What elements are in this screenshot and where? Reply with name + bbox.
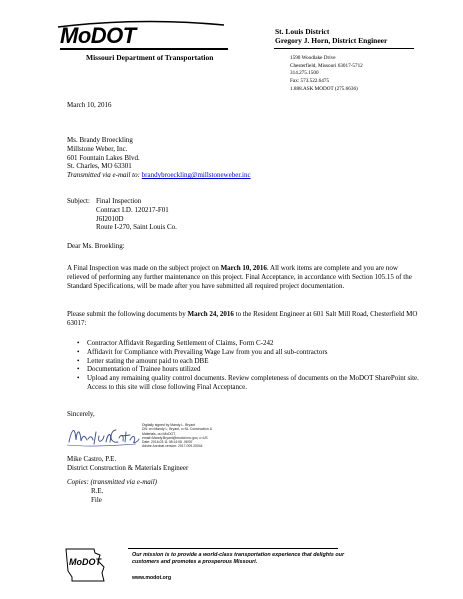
list-item: • Affidavit for Compliance with Prevailing Wage Law from you and all sub-contractors [77, 348, 419, 357]
transmitted-label: Transmitted via e-mail to: [67, 171, 140, 180]
recipient-line: St. Charles, MO 63301 [67, 162, 132, 171]
signer-block [67, 455, 188, 473]
district-divider [274, 48, 414, 49]
signer-title: District Construction & Materials Engineer [67, 463, 189, 472]
subject-label: Subject: [67, 197, 90, 205]
footer-divider [128, 548, 338, 549]
subject-lines [96, 197, 316, 232]
org-name: Missouri Department of Transportation [86, 53, 214, 62]
stamp-line: Date: 2016.03.11 08:14:08 -06'00' [142, 440, 193, 445]
recipient-email-link[interactable]: brandybroeckling@millstoneweber.inc [141, 171, 251, 180]
district-engineer: Gregory J. Horn, District Engineer [275, 36, 388, 45]
list-item: • Upload any remaining quality control documents. Review completeness of documents on the MoDOT SharePoint site. Access to this site will close following Final Acceptance. [77, 374, 419, 392]
p2-text-rest: to the Resident Engineer at 601 Salt Mill Road, Chesterfield MO 63017: [67, 310, 418, 327]
paragraph-inspection [67, 264, 419, 290]
handwritten-signature [66, 420, 141, 450]
tollfree-line: 1.888.ASK MODOT (275.6636) [290, 85, 358, 92]
mission-statement: Our mission is to provide a world-class transportation experience that delights our customers and promotes a prosperous Missouri. [132, 552, 345, 566]
district-name: St. Louis District [275, 27, 330, 36]
signer-name: Mike Castro, P.E. [67, 455, 117, 463]
subject-line: Contract I.D. 120217-F01 [96, 205, 169, 214]
stamp-line: Materials, ou=MoDOT, [142, 431, 176, 436]
modot-logo: MoDOT [60, 23, 136, 48]
list-item: • Letter stating the amount paid to each DBE [77, 357, 419, 366]
copy-recipient: R.E. [91, 486, 104, 495]
subject-line: Final Inspection [96, 197, 142, 205]
stamp-line: Digitally signed by Mandy L. Bryant [142, 423, 195, 427]
list-item: • Documentation of Trainee hours utilized [77, 365, 419, 374]
copies-label: Copies: (transmitted via e-mail) [67, 478, 158, 486]
address-line: Chesterfield, Missouri 63017-5712 [290, 62, 363, 69]
recipient-line: Ms. Brandy Broeckling [67, 136, 133, 144]
recipient-line: 601 Fountain Lakes Blvd. [67, 153, 140, 162]
list-item: • Contractor Affidavit Regarding Settlement of Claims, Form C-242 [77, 339, 419, 348]
stamp-line: email=Mandy.Bryant@modot.mo.gov, c=US [142, 435, 208, 440]
phone-line: 314.275.1500 [290, 70, 319, 77]
recipient-block [67, 136, 251, 180]
p1-text-rest: . All work items are complete and you are now relieved of performing any further maintenance on this project. Final Acceptance, in accordance with Section 105.15 of the Standard Specifications, will be made after you have submitted all required project documentation. [67, 264, 412, 290]
p2-date: March 24, 2016 [187, 310, 234, 318]
district-block [275, 27, 387, 45]
website-url[interactable]: www.modot.org [132, 575, 171, 581]
stamp-line: DN: cn=Mandy L. Bryant, o=SL Construction & [142, 427, 212, 432]
salutation: Dear Ms. Broekling: [67, 242, 125, 250]
document-list [77, 339, 419, 392]
subject-line: J6I2010D [96, 214, 124, 223]
recipient-line: Millstone Weber, Inc. [67, 144, 128, 153]
p2-text: Please submit the following documents by [67, 310, 188, 318]
footer-logo-text: MoDOT [69, 557, 101, 567]
missouri-state-logo [64, 545, 108, 585]
copy-recipient: File [91, 495, 102, 504]
transmitted-line [67, 171, 251, 180]
subject-line: Route I-270, Saint Louis Co. [96, 223, 177, 232]
letter-date: March 10, 2016 [67, 101, 112, 109]
logo-underline [60, 48, 228, 50]
district-address [290, 55, 363, 94]
fax-line: Fax: 573.522.6475 [290, 78, 330, 85]
p1-text: A Final Inspection was made on the subject project on [67, 264, 221, 272]
address-line: 1590 Woodlake Drive [290, 55, 336, 61]
stamp-line: Adobe Acrobat version: 2017.009.20044 [142, 444, 203, 449]
paragraph-submit [67, 310, 419, 328]
closing: Sincerely, [67, 410, 95, 418]
copies-block [67, 478, 157, 504]
digital-signature-stamp [142, 423, 212, 449]
p1-date: March 10, 2016 [220, 264, 267, 272]
